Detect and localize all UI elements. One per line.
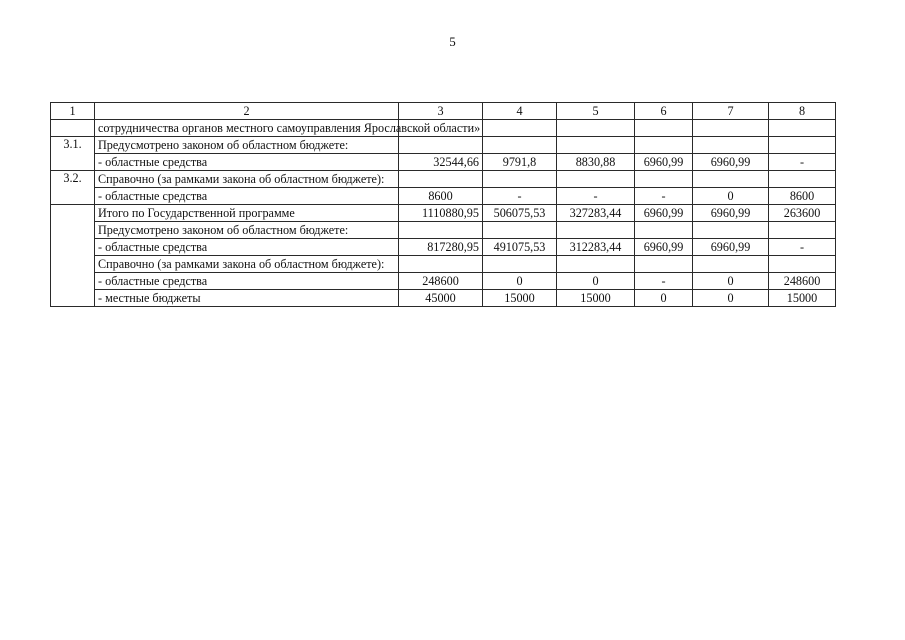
value-cell: 263600: [769, 205, 836, 222]
table-row: [51, 256, 836, 273]
value-cell: 312283,44: [557, 239, 635, 256]
table-row: [51, 205, 836, 222]
value-cell: 0: [557, 273, 635, 290]
row-number: 3.1.: [51, 137, 95, 171]
value-cell: 0: [693, 273, 769, 290]
value-cell: 6960,99: [693, 239, 769, 256]
value-cell: -: [635, 273, 693, 290]
table-row: [51, 154, 836, 171]
value-cell: 491075,53: [483, 239, 557, 256]
value-cell: -: [483, 188, 557, 205]
table-row: [51, 120, 836, 137]
row-label: - областные средства: [95, 239, 399, 256]
row-label: - областные средства: [95, 154, 399, 171]
value-cell: 45000: [399, 290, 483, 307]
header-cell: 4: [483, 103, 557, 120]
header-cell: 1: [51, 103, 95, 120]
row-label: Справочно (за рамками закона об областном бюджете):: [95, 256, 399, 273]
header-cell: 7: [693, 103, 769, 120]
row-number: 3.2.: [51, 171, 95, 205]
value-cell: 6960,99: [693, 205, 769, 222]
value-cell: 6960,99: [635, 239, 693, 256]
value-cell: 248600: [399, 273, 483, 290]
value-cell: 6960,99: [635, 205, 693, 222]
row-label: - областные средства: [95, 273, 399, 290]
value-cell: 1110880,95: [399, 205, 483, 222]
table-row: [51, 273, 836, 290]
value-cell: 15000: [769, 290, 836, 307]
value-cell: -: [635, 188, 693, 205]
row-label: Предусмотрено законом об областном бюджете:: [95, 137, 399, 154]
row-label: - местные бюджеты: [95, 290, 399, 307]
table-header-row: [51, 103, 836, 120]
table-row: [51, 188, 836, 205]
row-label: Итого по Государственной программе: [95, 205, 399, 222]
value-cell: 15000: [557, 290, 635, 307]
value-cell: 0: [693, 290, 769, 307]
value-cell: 0: [483, 273, 557, 290]
value-cell: 8830,88: [557, 154, 635, 171]
value-cell: 506075,53: [483, 205, 557, 222]
header-cell: 3: [399, 103, 483, 120]
table-row: [51, 171, 836, 188]
row-label: сотрудничества органов местного самоуправления Ярославской области»: [95, 120, 399, 137]
value-cell: 0: [635, 290, 693, 307]
value-cell: 9791,8: [483, 154, 557, 171]
header-cell: 5: [557, 103, 635, 120]
header-cell: 8: [769, 103, 836, 120]
header-cell: 6: [635, 103, 693, 120]
table-row: [51, 222, 836, 239]
value-cell: 248600: [769, 273, 836, 290]
row-label: Предусмотрено законом об областном бюджете:: [95, 222, 399, 239]
value-cell: 15000: [483, 290, 557, 307]
value-cell: 817280,95: [399, 239, 483, 256]
value-cell: 0: [693, 188, 769, 205]
page-number: 5: [449, 34, 456, 49]
value-cell: 6960,99: [635, 154, 693, 171]
header-cell: 2: [95, 103, 399, 120]
table-row: [51, 239, 836, 256]
value-cell: -: [557, 188, 635, 205]
value-cell: 6960,99: [693, 154, 769, 171]
value-cell: 32544,66: [399, 154, 483, 171]
value-cell: -: [769, 239, 836, 256]
value-cell: 8600: [769, 188, 836, 205]
value-cell: 327283,44: [557, 205, 635, 222]
value-cell: -: [769, 154, 836, 171]
table-row: [51, 137, 836, 154]
row-label: - областные средства: [95, 188, 399, 205]
row-label: Справочно (за рамками закона об областном бюджете):: [95, 171, 399, 188]
value-cell: 8600: [399, 188, 483, 205]
budget-table: [50, 102, 836, 307]
table-row: [51, 290, 836, 307]
